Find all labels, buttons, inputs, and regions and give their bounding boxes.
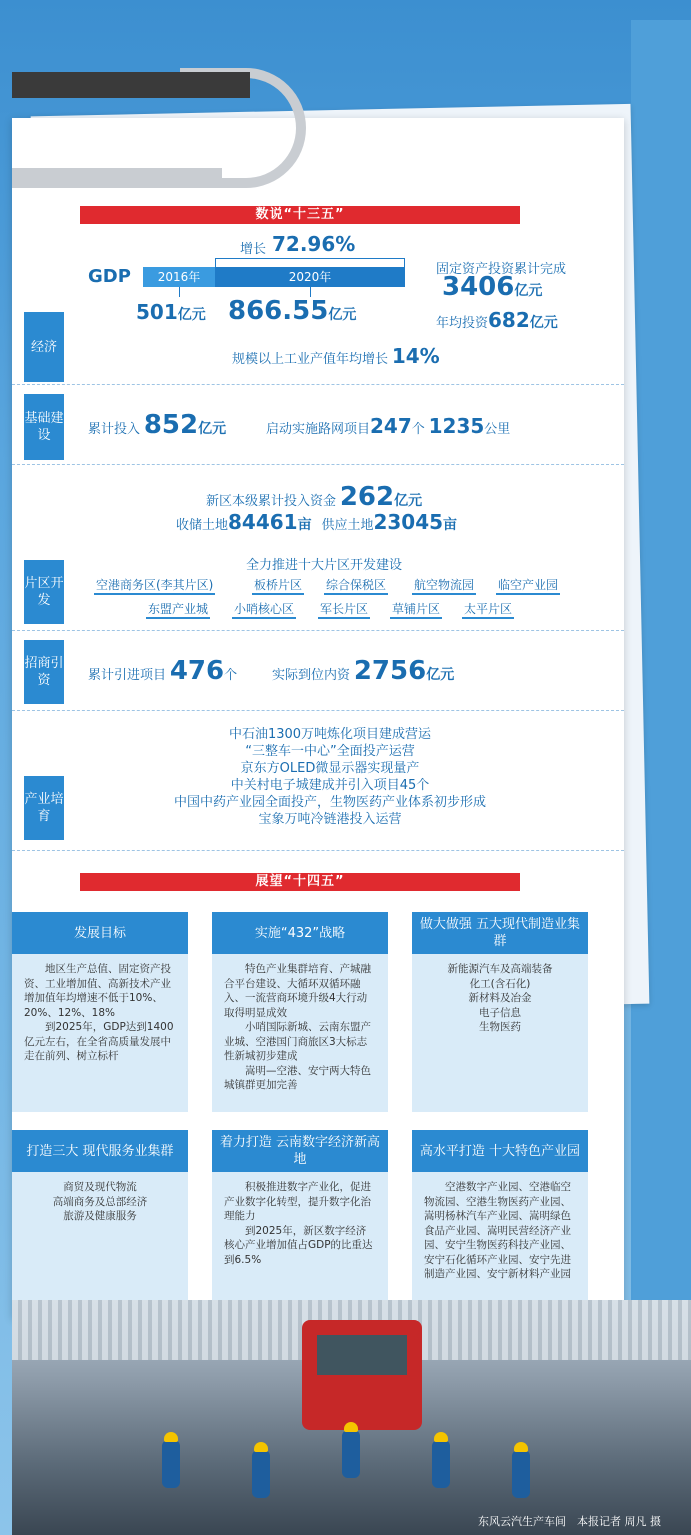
card-para: 到2025年，GDP达到1400亿元左右，在全省高质量发展中走在前列、树立标杆 (24, 1021, 174, 1062)
worker (252, 1450, 270, 1498)
card-title: 发展目标 (12, 912, 188, 954)
tick-2016 (179, 287, 180, 297)
helmet (164, 1432, 178, 1442)
card-para: 特色产业集群培育、产城融合平台建设、大循环双循环融入、一流营商环境升级4大行动取得明显成效 (224, 963, 371, 1019)
tag-district: 片区开发 (24, 560, 64, 624)
card-para: 地区生产总值、固定资产投资、工业增加值、高新技术产业增加值年均增速不低于10%、20%、12%、18% (24, 963, 171, 1019)
invest-projects: 累计引进项目 476个 (88, 656, 238, 686)
card-para: 空港数字产业园、空港临空物流园、空港生物医药产业园、嵩明杨林汽车产业园、嵩明绿色食品产业园、嵩明民营经济产业园、安宁生物医药科技产业园、安宁石化循环产业园、安宁先进制造产业园、安宁新材料产业园 (424, 1181, 571, 1280)
section-title-14: 展望“十四五” (80, 873, 520, 891)
card-line: 新材料及冶金 (468, 992, 532, 1004)
divider (12, 710, 624, 711)
paper-clip-bar (12, 72, 250, 98)
card-digital (212, 1130, 388, 1320)
district-push: 全力推进十大片区开发建设 (246, 558, 403, 573)
tag-industry: 产业培育 (24, 776, 64, 840)
worker (342, 1430, 360, 1478)
factory-photo (12, 1300, 691, 1535)
worker (432, 1440, 450, 1488)
card-para: 积极推进数字产业化，促进产业数字化转型，提升数字化治理能力 (224, 1181, 371, 1222)
zone-item: 空港商务区(李其片区) (94, 576, 215, 595)
industry-line: 中国中药产业园全面投产，生物医药产业体系初步形成 (173, 795, 486, 810)
card-body (212, 954, 388, 1101)
tag-infrastructure: 基础建设 (24, 394, 64, 460)
gdp-bar-2016: 2016年 (143, 267, 215, 287)
card-line: 旅游及健康服务 (63, 1210, 137, 1222)
card-line: 商贸及现代物流 (63, 1181, 137, 1193)
card-title: 打造三大 现代服务业集群 (12, 1130, 188, 1172)
card-body (12, 954, 188, 1072)
fixed-asset-value: 3406亿元 (442, 272, 543, 302)
divider (12, 384, 624, 385)
section-title-13: 数说“十三五” (80, 206, 520, 224)
zone-item: 综合保税区 (324, 576, 388, 595)
card-line: 化工(含石化) (469, 977, 531, 990)
gdp-label: GDP (88, 266, 131, 287)
card-line: 电子信息 (479, 1006, 521, 1019)
helmet (254, 1442, 268, 1452)
card-432 (212, 912, 388, 1112)
industry-line: 宝象万吨冷链港投入运营 (258, 812, 402, 827)
card-para: 嵩明—空港、安宁两大特色城镇群更加完善 (224, 1064, 371, 1091)
divider (12, 630, 624, 631)
helmet (434, 1432, 448, 1442)
growth-value: 72.96% (272, 232, 356, 256)
worker (512, 1450, 530, 1498)
helmet (344, 1422, 358, 1432)
gdp-bar-2020: 2020年 (215, 267, 405, 287)
zone-item: 板桥片区 (252, 576, 304, 595)
card-line: 生物医药 (479, 1021, 521, 1033)
industry-line: “三整车一中心”全面投产运营 (245, 744, 415, 759)
card-body (412, 1172, 588, 1290)
tag-economy: 经济 (24, 312, 64, 382)
card-body (412, 954, 588, 1043)
gdp-2020: 866.55亿元 (228, 296, 357, 326)
card-title: 高水平打造 十大特色产业园 (412, 1130, 588, 1172)
fixed-asset-label: 固定资产投资累计完成 (436, 262, 567, 277)
zone-item: 东盟产业城 (146, 600, 210, 619)
worker (162, 1440, 180, 1488)
annual-invest: 年均投资682亿元 (436, 308, 558, 332)
card-manufacturing (412, 912, 588, 1112)
district-fund: 新区本级累计投入资金 262亿元 (206, 482, 423, 512)
card-title: 实施“432”战略 (212, 912, 388, 954)
zone-item: 草铺片区 (390, 600, 442, 619)
zone-item: 小哨核心区 (232, 600, 296, 619)
card-para: 到2025年，新区数字经济核心产业增加值占GDP的比重达到6.5% (224, 1224, 373, 1266)
tag-investment: 招商引资 (24, 640, 64, 704)
district-land: 收储土地84461亩 供应土地23045亩 (176, 510, 458, 534)
divider (12, 464, 624, 465)
zone-item: 航空物流园 (412, 576, 476, 595)
card-line: 高端商务及总部经济 (52, 1195, 148, 1208)
card-body (212, 1172, 388, 1275)
infra-invest: 累计投入 852亿元 (88, 410, 227, 440)
zone-item: 军长片区 (318, 600, 370, 619)
card-line: 新能源汽车及高端装备 (447, 963, 553, 975)
card-body (12, 1172, 188, 1232)
helmet (514, 1442, 528, 1452)
gdp-2016: 501亿元 (136, 300, 206, 324)
invest-funds: 实际到位内资 2756亿元 (272, 656, 455, 686)
industry-line: 中关村电子城建成并引入项目45个 (230, 778, 430, 793)
zone-item: 临空产业园 (496, 576, 560, 595)
growth-label: 增长 (240, 242, 267, 257)
industry-list (120, 726, 540, 828)
industry-line: 京东方OLED微显示器实现量产 (240, 761, 420, 776)
truck-window (317, 1335, 407, 1375)
paper-clip-bottom (12, 168, 222, 188)
photo-caption: 东风云汽生产车间 本报记者 周凡 摄 (478, 1515, 661, 1528)
infra-roads: 启动实施路网项目247个 1235公里 (266, 414, 511, 438)
industry-line: 中石油1300万吨炼化项目建成营运 (228, 727, 432, 742)
card-parks (412, 1130, 588, 1320)
card-title: 做大做强 五大现代制造业集群 (412, 912, 588, 954)
card-title: 着力打造 云南数字经济新高地 (212, 1130, 388, 1172)
card-para: 小哨国际新城、云南东盟产业城、空港国门商旅区3大标志性新城初步建成 (224, 1021, 371, 1062)
industry-growth: 规模以上工业产值年均增长 14% (232, 344, 440, 368)
zone-item: 太平片区 (462, 600, 514, 619)
card-dev-goals (12, 912, 188, 1112)
card-services (12, 1130, 188, 1320)
divider (12, 850, 624, 851)
